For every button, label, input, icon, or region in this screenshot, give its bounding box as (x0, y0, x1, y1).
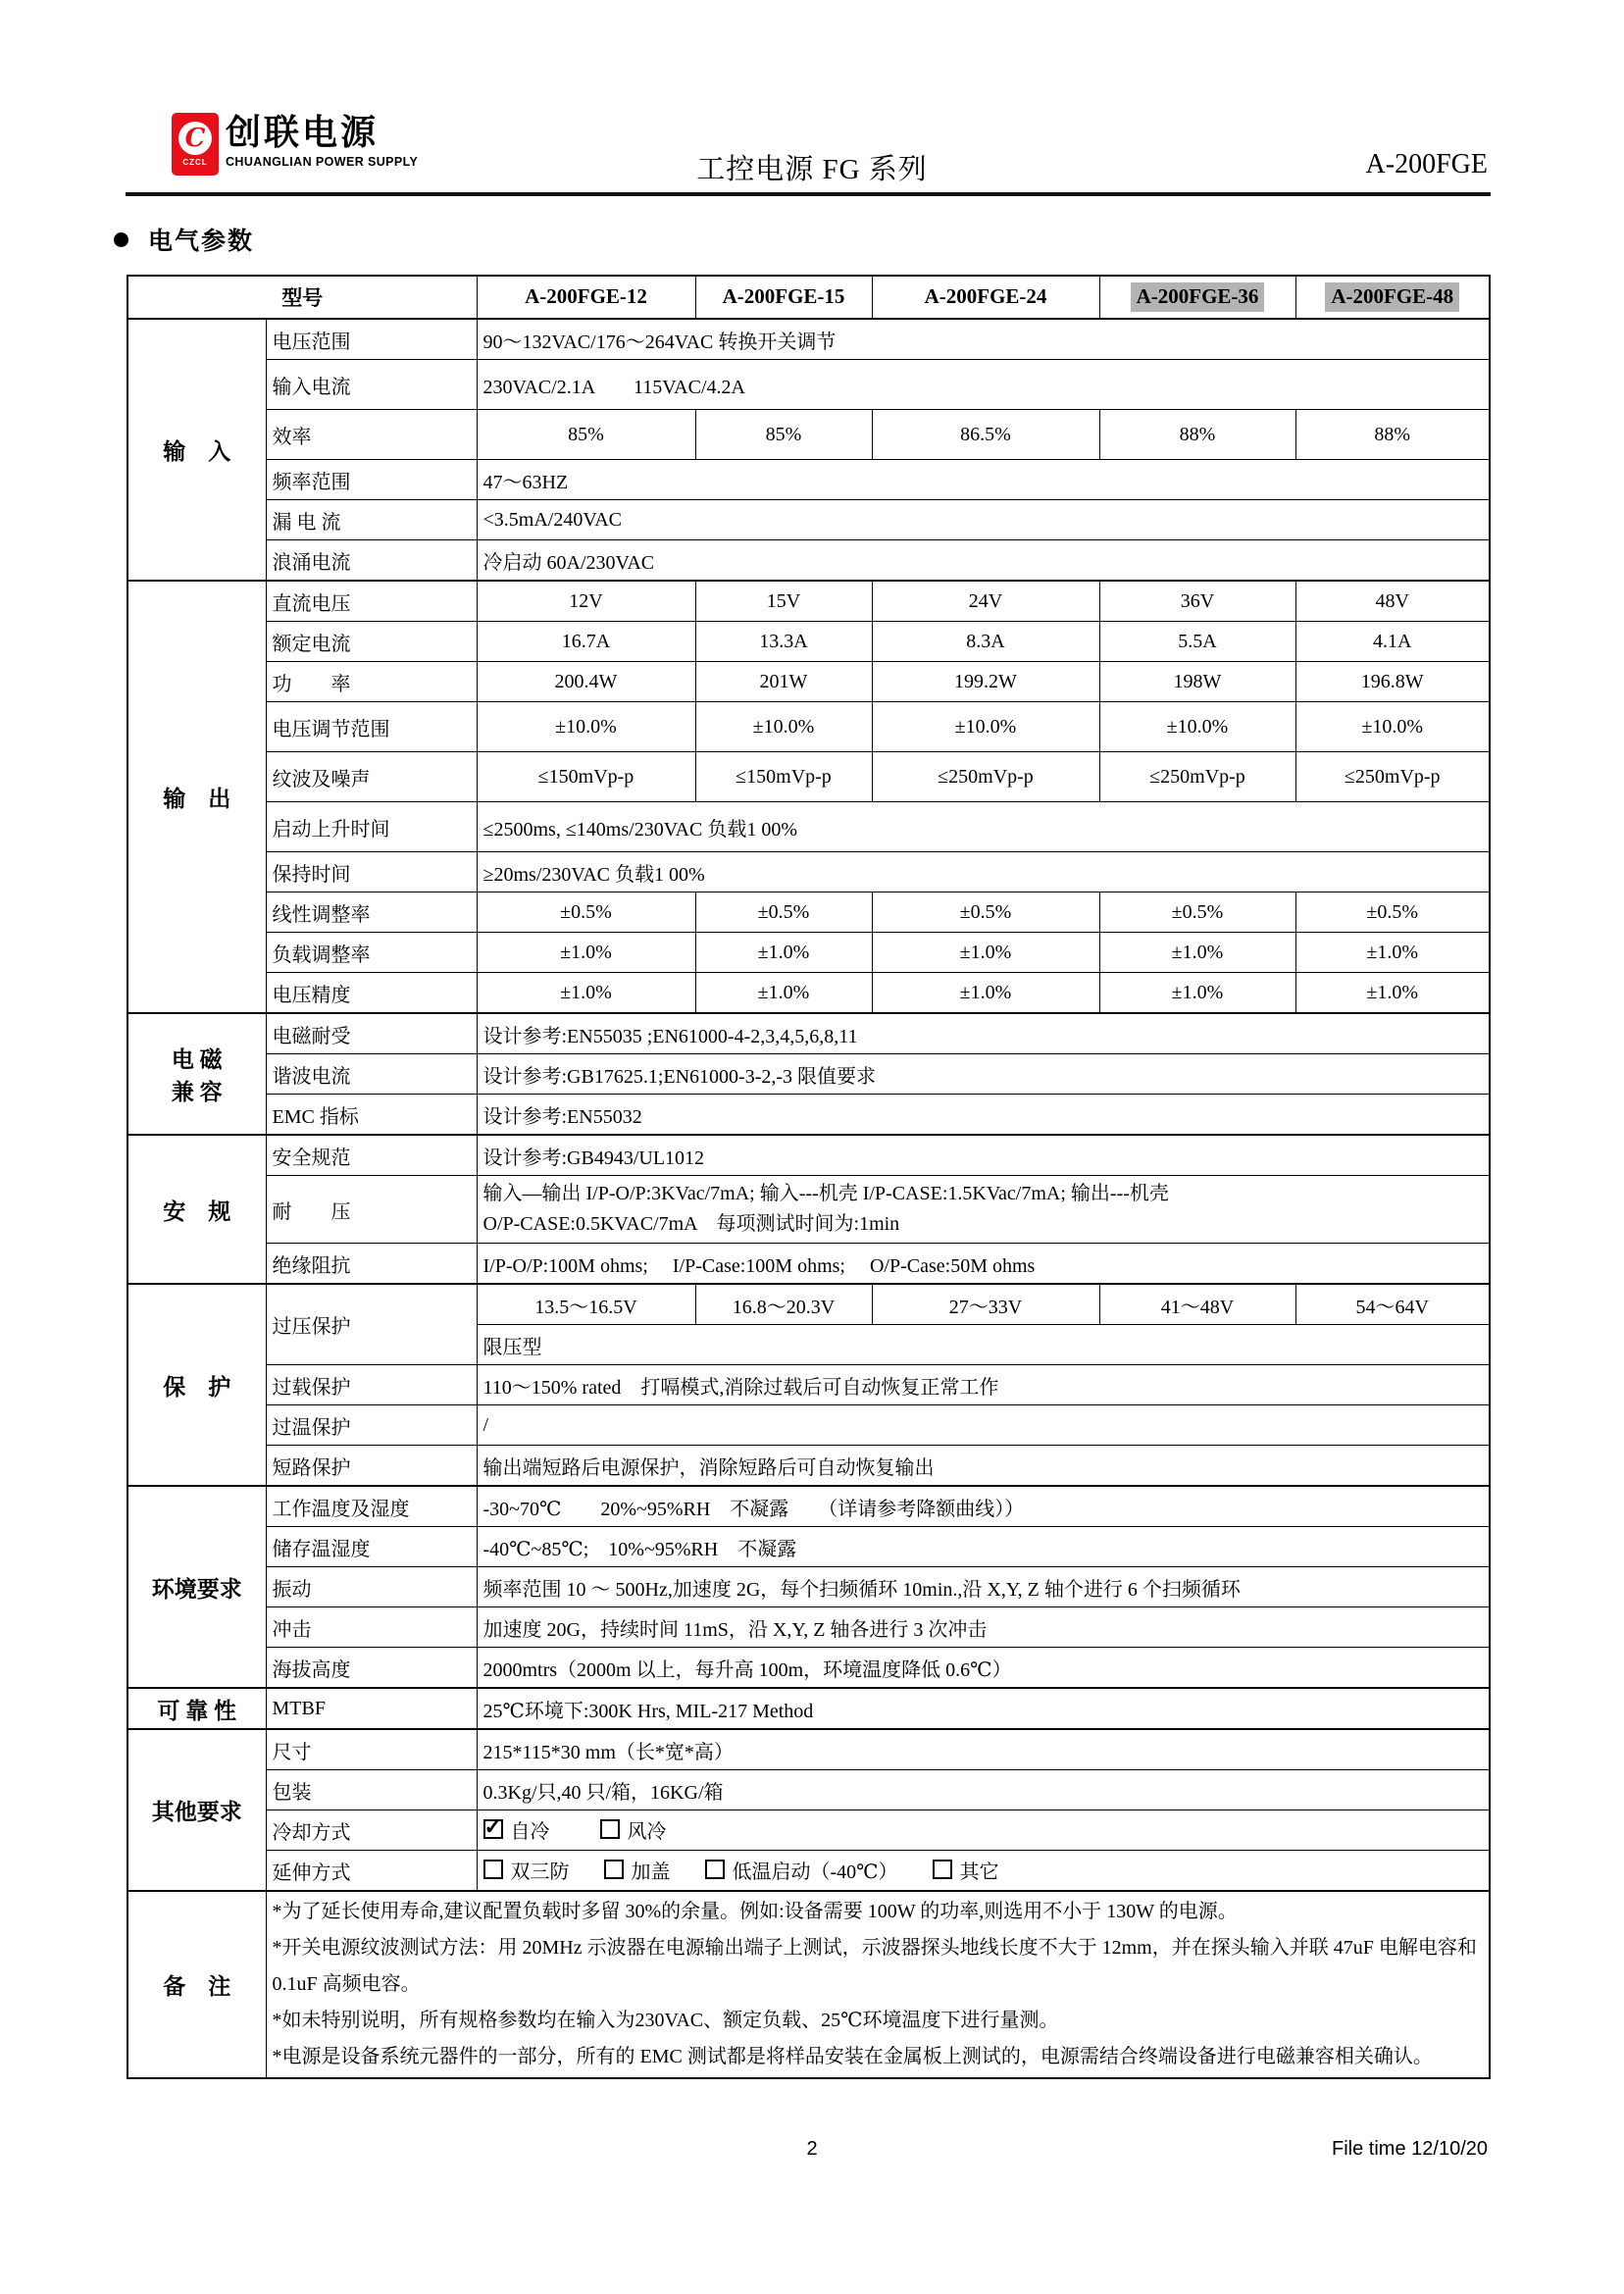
spec-value-cell: ±0.5% (1099, 892, 1295, 933)
spec-label-cell: 耐 压 (266, 1176, 477, 1244)
group-label-line: 兼 容 (171, 1080, 223, 1104)
option-label: 其它 (959, 1861, 999, 1883)
spec-value-cell: ±1.0% (695, 933, 872, 973)
spec-value-cell: 16.7A (477, 622, 695, 662)
model-name: A-200FGE-15 (722, 284, 845, 309)
doc-model: A-200FGE (1365, 149, 1488, 179)
spec-value-cell: ±10.0% (695, 702, 872, 752)
extension-option (705, 1856, 898, 1884)
logo-badge: CZCL (182, 158, 208, 167)
model-name: A-200FGE-36 (1131, 282, 1265, 311)
spec-label-cell: 浪涌电流 (266, 540, 477, 582)
spec-value-cell: 85% (477, 410, 695, 460)
checkbox-icon (600, 1819, 620, 1839)
spec-row (127, 1013, 1490, 1054)
spec-label-cell: 海拔高度 (266, 1648, 477, 1689)
spec-value-cell: -40℃~85℃; 10%~95%RH 不凝露 (477, 1527, 1490, 1567)
spec-value-cell: ±0.5% (872, 892, 1099, 933)
spec-row (127, 1688, 1490, 1729)
spec-label-cell: 短路保护 (266, 1446, 477, 1487)
spec-value-cell: 27～33V (872, 1284, 1099, 1325)
spec-row (127, 1095, 1490, 1136)
spec-value-cell: 36V (1099, 581, 1295, 622)
spec-value-cell: 85% (695, 410, 872, 460)
spec-value-cell: ±1.0% (1099, 973, 1295, 1014)
spec-value-cell: ±1.0% (477, 933, 695, 973)
spec-value-cell (477, 1851, 1490, 1892)
spec-label-cell: 过载保护 (266, 1365, 477, 1405)
spec-value-cell: 230VAC/2.1A 115VAC/4.2A (477, 360, 1490, 410)
spec-value-cell: 47～63HZ (477, 460, 1490, 500)
checkbox-icon (604, 1860, 624, 1879)
checkbox-icon (483, 1819, 503, 1839)
spec-label-cell: 工作温度及湿度 (266, 1486, 477, 1527)
spec-value-cell: 设计参考:EN55035 ;EN61000-4-2,3,4,5,6,8,11 (477, 1013, 1490, 1054)
spec-value-cell: 12V (477, 581, 695, 622)
spec-row (127, 1607, 1490, 1648)
spec-label-cell: 储存温湿度 (266, 1527, 477, 1567)
spec-value-cell: 198W (1099, 662, 1295, 702)
spec-row (127, 662, 1490, 702)
section-heading (114, 222, 254, 257)
spec-value-cell: ≤2500ms, ≤140ms/230VAC 负载1 00% (477, 802, 1490, 852)
spec-label-cell: 电压范围 (266, 319, 477, 360)
section-title: 电气参数 (148, 228, 255, 255)
logo-letter: C (178, 122, 212, 155)
spec-value-cell: ≤250mVp-p (1099, 752, 1295, 802)
spec-row (127, 1135, 1490, 1176)
spec-value-cell: 加速度 20G，持续时间 11mS，沿 X,Y, Z 轴各进行 3 次冲击 (477, 1607, 1490, 1648)
spec-label-cell: 额定电流 (266, 622, 477, 662)
cooling-option (600, 1815, 667, 1844)
spec-label-cell: 负载调整率 (266, 933, 477, 973)
spec-value-cell: 54～64V (1295, 1284, 1490, 1325)
spec-row (127, 802, 1490, 852)
extension-option (933, 1856, 999, 1884)
spec-row (127, 410, 1490, 460)
spec-label-cell: EMC 指标 (266, 1095, 477, 1136)
spec-row (127, 622, 1490, 662)
group-cell-input: 输 入 (127, 319, 266, 581)
model-name: A-200FGE-12 (525, 284, 647, 309)
spec-row (127, 500, 1490, 540)
spec-value-cell: 13.3A (695, 622, 872, 662)
model-cell (872, 276, 1099, 319)
spec-value-cell: ≤150mVp-p (695, 752, 872, 802)
spec-label-cell: 输入电流 (266, 360, 477, 410)
spec-label-cell: 延伸方式 (266, 1851, 477, 1892)
spec-value-cell: ±1.0% (477, 973, 695, 1014)
spec-label-cell: 漏 电 流 (266, 500, 477, 540)
spec-value-cell: 15V (695, 581, 872, 622)
spec-value-cell: 90～132VAC/176～264VAC 转换开关调节 (477, 319, 1490, 360)
extension-option (604, 1856, 671, 1884)
spec-label-cell: 冷却方式 (266, 1810, 477, 1851)
spec-label-cell: 电磁耐受 (266, 1013, 477, 1054)
spec-value-cell: 110～150% rated 打嗝模式,消除过载后可自动恢复正常工作 (477, 1365, 1490, 1405)
spec-value-cell: 8.3A (872, 622, 1099, 662)
group-cell-emc (127, 1013, 266, 1135)
extension-option (483, 1856, 570, 1884)
withstand-line: 输入—输出 I/P-O/P:3KVac/7mA; 输入---机壳 I/P-CASE:1.5KVac/7mA; 输出---机壳 (482, 1183, 1169, 1204)
group-cell-protection: 保 护 (127, 1284, 266, 1486)
spec-row (127, 1770, 1490, 1810)
spec-row (127, 581, 1490, 622)
option-label: 双三防 (510, 1861, 570, 1883)
spec-label-cell: 振动 (266, 1567, 477, 1607)
spec-value-cell: 0.3Kg/只,40 只/箱，16KG/箱 (477, 1770, 1490, 1810)
spec-row (127, 1284, 1490, 1325)
spec-value-cell: ±1.0% (872, 973, 1099, 1014)
spec-value-cell: 201W (695, 662, 872, 702)
spec-row (127, 1810, 1490, 1851)
spec-row (127, 702, 1490, 752)
note-item: *开关电源纹波测试方法：用 20MHz 示波器在电源输出端子上测试，示波器探头地线长度不大于 12mm，并在探头输入并联 47uF 电解电容和 0.1uF 高频电容。 (272, 1937, 1477, 1995)
spec-label-cell: 直流电压 (266, 581, 477, 622)
notes-cell (266, 1891, 1490, 2078)
spec-row (127, 1648, 1490, 1689)
spec-value-cell: ±1.0% (872, 933, 1099, 973)
spec-value-cell: ±10.0% (1295, 702, 1490, 752)
note-item: *电源是设备系统元器件的一部分，所有的 EMC 测试都是将样品安装在金属板上测试的，电源需结合终端设备进行电磁兼容相关确认。 (272, 2046, 1433, 2067)
option-label: 加盖 (631, 1861, 671, 1883)
spec-row (127, 973, 1490, 1014)
spec-value-cell: 16.8～20.3V (695, 1284, 872, 1325)
spec-value-cell: 41～48V (1099, 1284, 1295, 1325)
spec-value-cell: 限压型 (477, 1325, 1490, 1365)
spec-label-cell: 保持时间 (266, 852, 477, 892)
spec-value-cell: 25℃环境下:300K Hrs, MIL-217 Method (477, 1688, 1490, 1729)
spec-value-cell: ±10.0% (872, 702, 1099, 752)
spec-label-cell: 频率范围 (266, 460, 477, 500)
spec-row (127, 1176, 1490, 1244)
group-cell-output: 输 出 (127, 581, 266, 1013)
spec-value-cell: / (477, 1405, 1490, 1446)
group-label-line: 电 磁 (171, 1047, 223, 1072)
spec-label-cell: 启动上升时间 (266, 802, 477, 852)
spec-row (127, 1365, 1490, 1405)
spec-row (127, 892, 1490, 933)
spec-value-cell: 频率范围 10 ～ 500Hz,加速度 2G，每个扫频循环 10min.,沿 X,Y, Z 轴个进行 6 个扫频循环 (477, 1567, 1490, 1607)
brand-name-en: CHUANGLIAN POWER SUPPLY (226, 154, 419, 169)
spec-row (127, 1851, 1490, 1892)
model-cell (1099, 276, 1295, 319)
spec-value-cell: 215*115*30 mm（长*宽*高） (477, 1729, 1490, 1770)
spec-row (127, 852, 1490, 892)
spec-table (127, 275, 1491, 2079)
spec-value-cell: 输出端短路后电源保护，消除短路后可自动恢复输出 (477, 1446, 1490, 1487)
spec-value-cell: ±0.5% (695, 892, 872, 933)
spec-row (127, 752, 1490, 802)
spec-value-cell: ≤250mVp-p (872, 752, 1099, 802)
spec-row (127, 1567, 1490, 1607)
model-name: A-200FGE-24 (924, 284, 1047, 309)
spec-value-cell: ≤150mVp-p (477, 752, 695, 802)
option-label: 低温启动（-40℃） (732, 1861, 898, 1883)
spec-label-cell: 过温保护 (266, 1405, 477, 1446)
option-label: 自冷 (510, 1820, 550, 1843)
checkbox-icon (933, 1860, 952, 1879)
spec-row (127, 1054, 1490, 1095)
spec-row (127, 1729, 1490, 1770)
spec-row (127, 1527, 1490, 1567)
spec-value-cell: 4.1A (1295, 622, 1490, 662)
spec-label-cell: 绝缘阻抗 (266, 1244, 477, 1285)
spec-row (127, 1486, 1490, 1527)
spec-value-cell: ±1.0% (1099, 933, 1295, 973)
spec-value-cell: ±1.0% (695, 973, 872, 1014)
spec-value-cell: 5.5A (1099, 622, 1295, 662)
model-cell (1295, 276, 1490, 319)
spec-label-cell: 线性调整率 (266, 892, 477, 933)
checkbox-icon (705, 1860, 725, 1879)
spec-value-cell: ±1.0% (1295, 973, 1490, 1014)
spec-row (127, 1244, 1490, 1285)
spec-value-cell: -30~70℃ 20%~95%RH 不凝露 （详请参考降额曲线）） (477, 1486, 1490, 1527)
spec-value-cell: 2000mtrs（2000m 以上，每升高 100m，环境温度降低 0.6℃） (477, 1648, 1490, 1689)
page-number: 2 (806, 2138, 818, 2160)
spec-value-cell: 48V (1295, 581, 1490, 622)
group-cell-notes: 备 注 (127, 1891, 266, 2078)
spec-value-cell: 设计参考:GB17625.1;EN61000-3-2,-3 限值要求 (477, 1054, 1490, 1095)
spec-label-cell: 过压保护 (266, 1284, 477, 1365)
model-name: A-200FGE-48 (1325, 282, 1459, 311)
spec-label-cell: 安全规范 (266, 1135, 477, 1176)
spec-value-cell: ±1.0% (1295, 933, 1490, 973)
spec-label-cell: 功 率 (266, 662, 477, 702)
spec-row (127, 1891, 1490, 2078)
spec-value-cell: 设计参考:EN55032 (477, 1095, 1490, 1136)
spec-row (127, 1405, 1490, 1446)
cooling-option (483, 1815, 550, 1844)
model-cell (695, 276, 872, 319)
brand-name-cn: 创联电源 (226, 113, 380, 152)
spec-label-cell: 纹波及噪声 (266, 752, 477, 802)
note-item: *如未特别说明，所有规格参数均在输入为230VAC、额定负载、25℃环境温度下进行量测。 (272, 2010, 1059, 2031)
spec-value-cell: 冷启动 60A/230VAC (477, 540, 1490, 582)
spec-row (127, 540, 1490, 582)
model-cell (477, 276, 695, 319)
option-label: 风冷 (627, 1820, 667, 1843)
spec-label-cell: 谐波电流 (266, 1054, 477, 1095)
spec-value-cell (477, 1176, 1490, 1244)
spec-value-cell (477, 1810, 1490, 1851)
spec-row (127, 1446, 1490, 1487)
spec-label-cell: 尺寸 (266, 1729, 477, 1770)
spec-value-cell: ≥20ms/230VAC 负载1 00% (477, 852, 1490, 892)
group-cell-reliability: 可 靠 性 (127, 1688, 266, 1729)
spec-row (127, 319, 1490, 360)
spec-value-cell: ±0.5% (1295, 892, 1490, 933)
spec-value-cell: ±0.5% (477, 892, 695, 933)
spec-value-cell: <3.5mA/240VAC (477, 500, 1490, 540)
doc-title: 工控电源 FG 系列 (696, 154, 928, 185)
checkbox-icon (483, 1860, 503, 1879)
spec-value-cell: 200.4W (477, 662, 695, 702)
header-rule (126, 192, 1491, 196)
bullet-icon (114, 232, 128, 247)
spec-value-cell: 24V (872, 581, 1099, 622)
spec-label-cell: 电压精度 (266, 973, 477, 1014)
spec-label-cell: 冲击 (266, 1607, 477, 1648)
spec-value-cell: 88% (1295, 410, 1490, 460)
spec-value-cell: 设计参考:GB4943/UL1012 (477, 1135, 1490, 1176)
model-label-cell: 型号 (127, 276, 477, 319)
group-cell-safety: 安 规 (127, 1135, 266, 1284)
spec-value-cell: ±10.0% (1099, 702, 1295, 752)
spec-value-cell: 86.5% (872, 410, 1099, 460)
spec-value-cell: 13.5～16.5V (477, 1284, 695, 1325)
spec-row (127, 460, 1490, 500)
spec-value-cell: 196.8W (1295, 662, 1490, 702)
spec-label-cell: MTBF (266, 1688, 477, 1729)
model-header-row (127, 276, 1490, 319)
spec-label-cell: 效率 (266, 410, 477, 460)
spec-value-cell: 88% (1099, 410, 1295, 460)
spec-label-cell: 包装 (266, 1770, 477, 1810)
group-cell-environment: 环境要求 (127, 1486, 266, 1688)
spec-value-cell: 199.2W (872, 662, 1099, 702)
spec-value-cell: I/P-O/P:100M ohms; I/P-Case:100M ohms; O/P-Case:50M ohms (477, 1244, 1490, 1285)
spec-label-cell: 电压调节范围 (266, 702, 477, 752)
withstand-line: O/P-CASE:0.5KVAC/7mA 每项测试时间为:1min (482, 1213, 900, 1235)
spec-row (127, 933, 1490, 973)
spec-row (127, 360, 1490, 410)
file-time: File time 12/10/20 (1332, 2138, 1488, 2160)
spec-value-cell: ≤250mVp-p (1295, 752, 1490, 802)
spec-value-cell: ±10.0% (477, 702, 695, 752)
note-item: *为了延长使用寿命,建议配置负载时多留 30%的余量。例如:设备需要 100W 的功率,则选用不小于 130W 的电源。 (272, 1901, 1238, 1922)
group-cell-other: 其他要求 (127, 1729, 266, 1891)
